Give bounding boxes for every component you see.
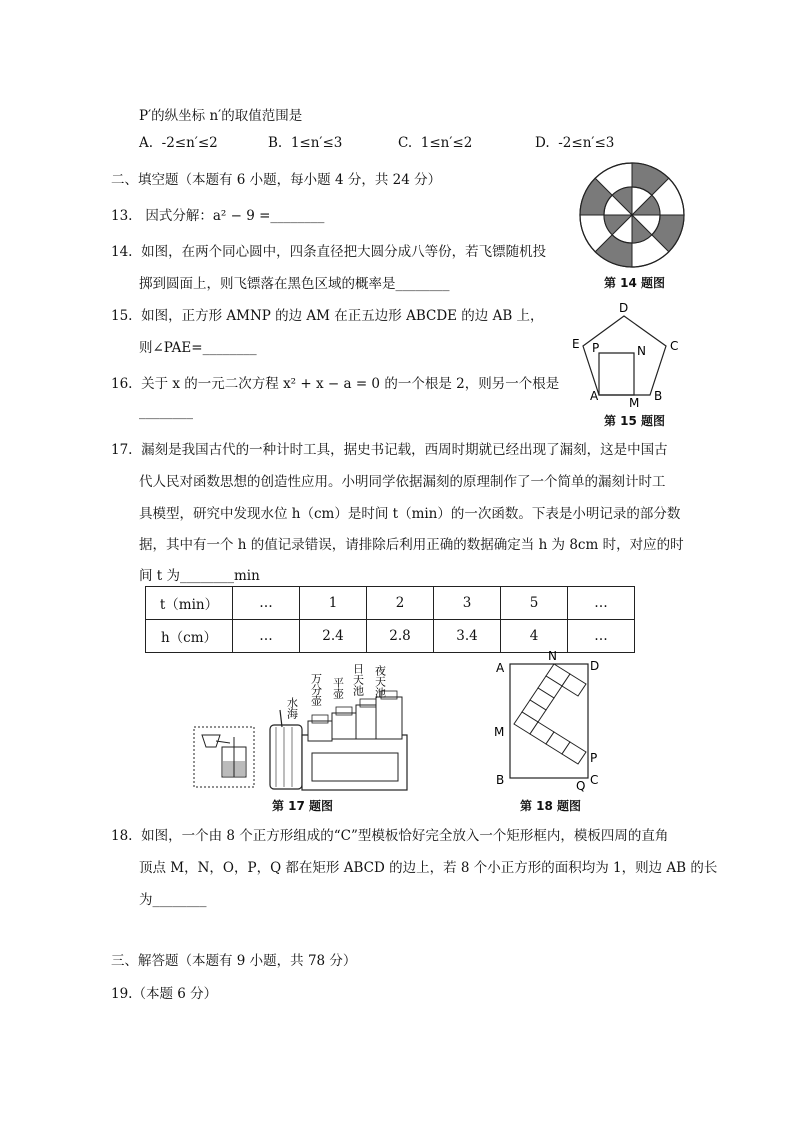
table-cell: 2	[367, 587, 434, 620]
table-cell: 1	[300, 587, 367, 620]
q15-line1: 15. 如图，正方形 AMNP 的边 AM 在正五边形 ABCDE 的边 AB 上，	[111, 308, 544, 324]
q12-option-a: A. -2≤n′≤2	[139, 135, 218, 151]
fig15-label: 第 15 题图	[604, 414, 666, 428]
fig17-diagram	[192, 655, 417, 795]
fig18-point-p: P	[590, 751, 598, 765]
q18-line1: 18. 如图，一个由 8 个正方形组成的“C”型模板恰好完全放入一个矩形框内，模板四周的直角	[111, 828, 669, 844]
fig14-diagram	[577, 160, 687, 270]
q17-line5: 间 t 为________min	[139, 568, 260, 584]
q12-option-d: D. -2≤n′≤3	[535, 135, 615, 151]
q15-blank: ________	[202, 340, 257, 356]
q13	[111, 204, 324, 224]
fig17-label-ritianchi: 日天池	[351, 663, 365, 696]
fig15-point-n: N	[637, 344, 646, 358]
q12-option-c: C. 1≤n′≤2	[398, 135, 473, 151]
table-row	[146, 587, 635, 620]
fig17-label-shuihai: 水海	[285, 697, 299, 719]
fig18-label: 第 18 题图	[520, 799, 582, 813]
table-cell: 2.8	[367, 620, 434, 653]
table-cell: t（min）	[146, 587, 233, 620]
fig17-label-pinghu: 平壶	[331, 677, 345, 699]
fig17-label-yetianchi: 夜天池	[373, 665, 387, 698]
fig15-point-d: D	[619, 301, 629, 315]
section2-heading: 二、填空题（本题有 6 小题，每小题 4 分，共 24 分）	[111, 172, 442, 188]
table-cell: …	[233, 620, 300, 653]
q12-line: P′的纵坐标 n′的取值范围是	[139, 108, 303, 124]
table-cell: 3.4	[434, 620, 501, 653]
q17-line3: 具模型，研究中发现水位 h（cm）是时间 t（min）的一次函数。下表是小明记录的部分数	[139, 506, 681, 522]
fig18-point-n: N	[548, 649, 557, 663]
fig18-diagram	[490, 650, 610, 798]
table-cell: 3	[434, 587, 501, 620]
q18-line3: 为________	[139, 892, 207, 908]
q16-blank: ________	[139, 404, 193, 420]
fig15-point-e: E	[572, 337, 580, 351]
q13-blank: ________	[270, 208, 325, 224]
table-cell: h（cm）	[146, 620, 233, 653]
table-cell: …	[568, 587, 635, 620]
fig14-label: 第 14 题图	[604, 276, 666, 290]
q17-line4: 据，其中有一个 h 的值记录错误，请排除后利用正确的数据确定当 h 为 8cm 时，对应的时	[139, 537, 684, 553]
q16-line1: 16. 关于 x 的一元二次方程 x² + x − a = 0 的一个根是 2，则另一个根是	[111, 376, 560, 392]
table-cell: …	[233, 587, 300, 620]
q14-blank: ________	[395, 276, 450, 292]
fig15-diagram	[570, 300, 685, 410]
q19-heading: 19.（本题 6 分）	[111, 986, 218, 1002]
table-cell: 5	[501, 587, 568, 620]
fig15-point-a: A	[590, 389, 599, 403]
section3-heading: 三、解答题（本题有 9 小题，共 78 分）	[111, 953, 357, 969]
q17-table	[145, 586, 635, 653]
fig15-point-p: P	[592, 341, 600, 355]
q13-number: 13.	[111, 208, 133, 224]
fig18-point-c: C	[590, 773, 599, 787]
q17-line1: 17. 漏刻是我国古代的一种计时工具，据史书记载，西周时期就已经出现了漏刻，这是中国古	[111, 442, 668, 458]
table-cell: 2.4	[300, 620, 367, 653]
table-cell: 4	[501, 620, 568, 653]
q15-line2: 则∠PAE=________	[139, 340, 257, 356]
fig15-point-c: C	[670, 339, 679, 353]
q18-line2: 顶点 M，N，O，P，Q 都在矩形 ABCD 的边上，若 8 个小正方形的面积均为 1，则边 AB 的长	[139, 860, 718, 876]
fig17-label: 第 17 题图	[272, 799, 334, 813]
fig18-point-q: Q	[576, 779, 586, 793]
fig18-point-b: B	[496, 773, 505, 787]
fig15-point-b: B	[654, 389, 663, 403]
fig18-point-m: M	[494, 725, 505, 739]
q14-line2: 掷到圆面上，则飞镖落在黑色区域的概率是________	[139, 276, 450, 292]
q12-option-b: B. 1≤n′≤3	[268, 135, 343, 151]
q14-line1: 14. 如图，在两个同心圆中，四条直径把大圆分成八等份，若飞镖随机投	[111, 244, 547, 260]
fig18-point-d: D	[590, 659, 600, 673]
fig15-point-m: M	[629, 396, 640, 410]
q13-text: 因式分解：a² − 9 =	[145, 208, 271, 224]
table-cell: …	[568, 620, 635, 653]
fig18-point-a: A	[496, 661, 505, 675]
table-row	[146, 620, 635, 653]
q17-line2: 代人民对函数思想的创造性应用。小明同学依据漏刻的原理制作了一个简单的漏刻计时工	[139, 474, 666, 490]
fig17-label-wanfenhu: 万分壶	[309, 673, 323, 706]
